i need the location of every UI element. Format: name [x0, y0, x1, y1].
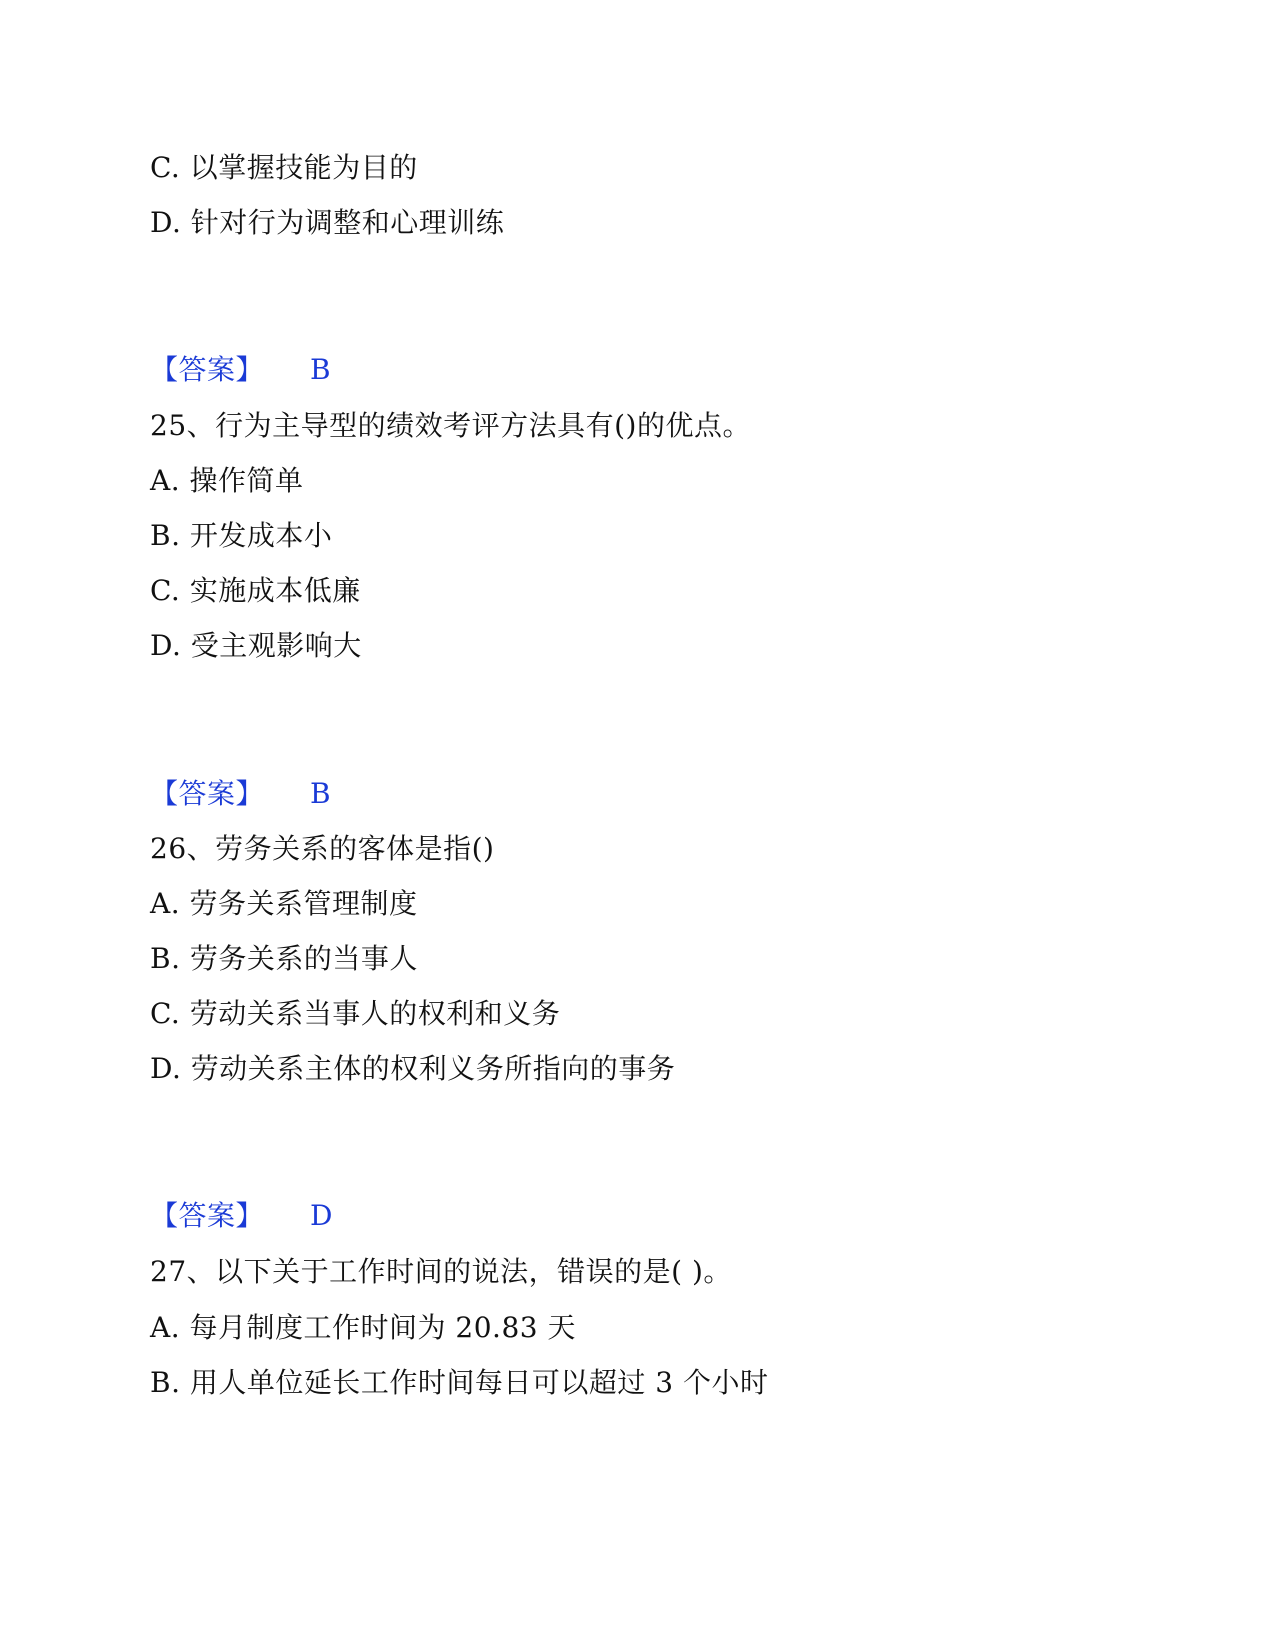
q25-option-b: B. 开发成本小	[150, 519, 333, 552]
q26-option-b: B. 劳务关系的当事人	[150, 942, 418, 975]
q24-option-c: C. 以掌握技能为目的	[150, 151, 418, 184]
q26-question: 26、劳务关系的客体是指()	[150, 832, 495, 865]
answer-value: B	[310, 777, 332, 810]
q25-option-c: C. 实施成本低廉	[150, 574, 361, 607]
q27-question: 27、以下关于工作时间的说法，错误的是( )。	[150, 1255, 732, 1288]
q26-answer	[150, 1198, 333, 1234]
answer-value: D	[310, 1199, 333, 1232]
q25-option-d: D. 受主观影响大	[150, 629, 362, 662]
answer-label: 【答案】	[150, 1199, 265, 1232]
answer-label: 【答案】	[150, 777, 265, 810]
answer-label: 【答案】	[150, 353, 265, 386]
q26-option-d: D. 劳动关系主体的权利义务所指向的事务	[150, 1052, 676, 1085]
q25-answer	[150, 776, 331, 812]
q26-option-a: A. 劳务关系管理制度	[150, 887, 418, 920]
q24-option-d: D. 针对行为调整和心理训练	[150, 206, 505, 239]
q26-option-c: C. 劳动关系当事人的权利和义务	[150, 997, 561, 1030]
q25-question: 25、行为主导型的绩效考评方法具有()的优点。	[150, 409, 751, 442]
q24-answer	[150, 352, 331, 388]
q25-option-a: A. 操作简单	[150, 464, 304, 497]
answer-value: B	[310, 353, 332, 386]
q27-option-b: B. 用人单位延长工作时间每日可以超过 3 个小时	[150, 1366, 769, 1399]
q27-option-a: A. 每月制度工作时间为 20.83 天	[150, 1311, 576, 1344]
